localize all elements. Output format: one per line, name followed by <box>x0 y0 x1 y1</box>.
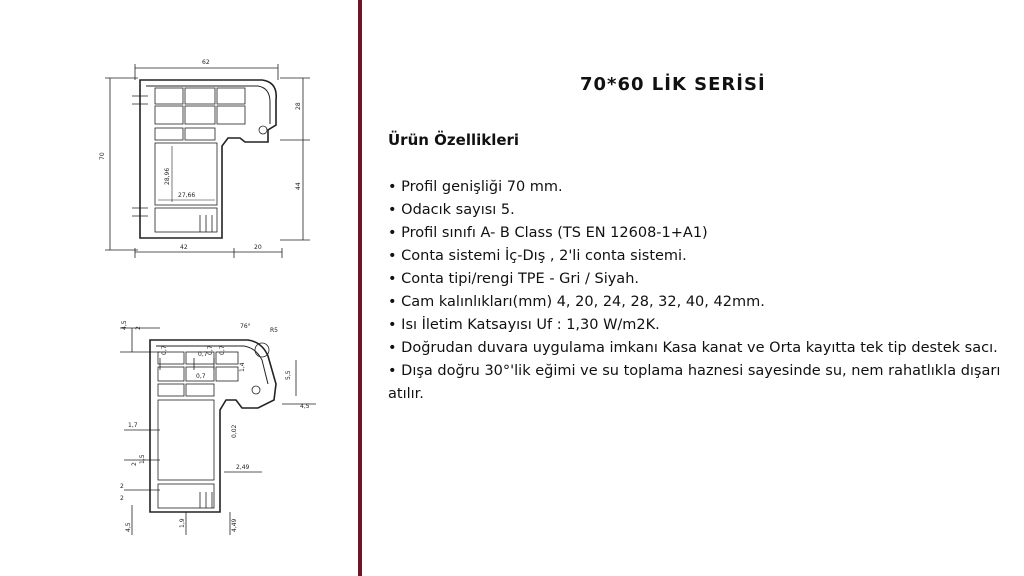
profile-drawing-bottom <box>0 300 358 576</box>
label-14: 1,5 <box>139 454 146 464</box>
label-13: 1,7 <box>128 422 138 429</box>
feature-item: • Conta sistemi İç-Dış , 2'li conta sistemi. <box>388 248 687 264</box>
label-3: 0,7 <box>161 345 168 355</box>
label-4: 0,7 <box>198 351 208 358</box>
vertical-divider <box>358 0 362 576</box>
section-subtitle: Ürün Özellikleri <box>388 131 520 149</box>
dim-right-bottom: 44 <box>295 182 302 190</box>
dim-width: 62 <box>202 59 210 66</box>
label-17: 1,9 <box>179 518 186 528</box>
dim-inner-height: 28,96 <box>164 167 171 185</box>
label-7: 0,7 <box>196 373 206 380</box>
label-5: 0,7 <box>207 345 214 355</box>
feature-item: • Doğrudan duvara uygulama imkanı Kasa kanat ve Orta kayıtta tek tip destek sacı. <box>388 340 998 356</box>
label-12: 4,5 <box>300 403 310 410</box>
label-16: 2 <box>120 483 124 490</box>
feature-item: • Isı İletim Katsayısı Uf : 1,30 W/m2K. <box>388 317 660 333</box>
dim-inner-width: 27,66 <box>178 192 196 199</box>
dim-right-top: 28 <box>295 102 302 110</box>
label-11: 5,5 <box>285 370 292 380</box>
label-9: R5 <box>270 327 278 334</box>
label-8: 76° <box>240 323 251 330</box>
label-6: 0,7 <box>219 345 226 355</box>
label-19: 4,5 <box>125 522 132 532</box>
label-2: 2 <box>135 326 142 330</box>
label-10: 1,4 <box>239 362 246 372</box>
feature-item: • Profil sınıfı A- B Class (TS EN 12608-1+A1) <box>388 225 708 241</box>
label-18: 4,49 <box>231 518 238 532</box>
page-title: 70*60 LİK SERİSİ <box>580 74 766 95</box>
technical-drawings <box>0 0 358 576</box>
dim-height: 70 <box>99 152 106 160</box>
feature-item: • Odacık sayısı 5. <box>388 202 515 218</box>
dim-bottom-right: 20 <box>254 244 262 251</box>
label-22: 0,02 <box>231 424 238 438</box>
label-1: 4,5 <box>121 320 128 330</box>
dim-bottom-left: 42 <box>180 244 188 251</box>
label-15: 2,49 <box>236 464 250 471</box>
label-20: 2 <box>120 495 124 502</box>
feature-item: • Dışa doğru 30°'lik eğimi ve su toplama haznesi sayesinde su, nem rahatlıkla dışarı atılır. <box>388 363 1001 402</box>
profile-drawing-top <box>0 0 358 270</box>
feature-list <box>388 176 1018 406</box>
label-21: 2 <box>131 462 138 466</box>
feature-item: • Conta tipi/rengi TPE - Gri / Siyah. <box>388 271 639 287</box>
feature-item: • Cam kalınlıkları(mm) 4, 20, 24, 28, 32, 40, 42mm. <box>388 294 765 310</box>
feature-item: • Profil genişliği 70 mm. <box>388 179 563 195</box>
